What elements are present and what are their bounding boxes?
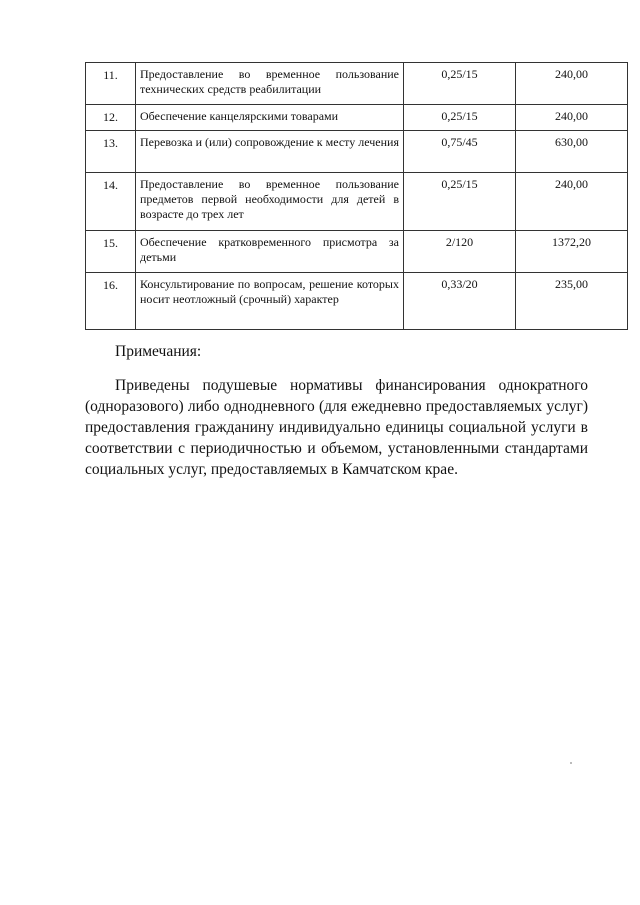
notes-title: Примечания: <box>115 343 202 360</box>
service-norm: 0,25/15 <box>404 173 516 231</box>
row-number: 12. <box>86 105 136 131</box>
table-row <box>86 173 628 231</box>
service-cost: 1372,20 <box>516 231 628 273</box>
service-cost: 240,00 <box>516 105 628 131</box>
service-norm: 0,75/45 <box>404 131 516 173</box>
row-number: 11. <box>86 63 136 105</box>
table-row <box>86 231 628 273</box>
row-number: 16. <box>86 273 136 330</box>
table-row <box>86 63 628 105</box>
service-norm: 0,33/20 <box>404 273 516 330</box>
service-norm: 2/120 <box>404 231 516 273</box>
service-cost: 235,00 <box>516 273 628 330</box>
service-name: Обеспечение кратковременного присмотра за детьми <box>136 231 404 273</box>
services-table <box>85 62 628 330</box>
service-name: Обеспечение канцелярскими товарами <box>136 105 404 131</box>
service-name: Предоставление во временное пользование предметов первой необходимости для детей в возрасте до трех лет <box>136 173 404 231</box>
table-row <box>86 131 628 173</box>
row-number: 13. <box>86 131 136 173</box>
service-name: Перевозка и (или) сопровождение к месту лечения <box>136 131 404 173</box>
service-cost: 630,00 <box>516 131 628 173</box>
table-row <box>86 105 628 131</box>
row-number: 14. <box>86 173 136 231</box>
service-cost: 240,00 <box>516 173 628 231</box>
service-cost: 240,00 <box>516 63 628 105</box>
row-number: 15. <box>86 231 136 273</box>
service-norm: 0,25/15 <box>404 105 516 131</box>
table-row <box>86 273 628 330</box>
service-name: Консультирование по вопросам, решение которых носит неотложный (срочный) характер <box>136 273 404 330</box>
service-name: Предоставление во временное пользование технических средств реабилитации <box>136 63 404 105</box>
scan-speck <box>570 762 572 764</box>
notes-paragraph: Приведены подушевые нормативы финансирования однократного (одноразового) либо однодневного (для ежедневно предоставляемых услуг) предоставления гражданину индивидуально единицы социальной услуги в соответствии с периодичностью и объемом, установленными стандартами социальных услуг, предоставляемых в Камчатском крае. <box>85 377 588 478</box>
service-norm: 0,25/15 <box>404 63 516 105</box>
